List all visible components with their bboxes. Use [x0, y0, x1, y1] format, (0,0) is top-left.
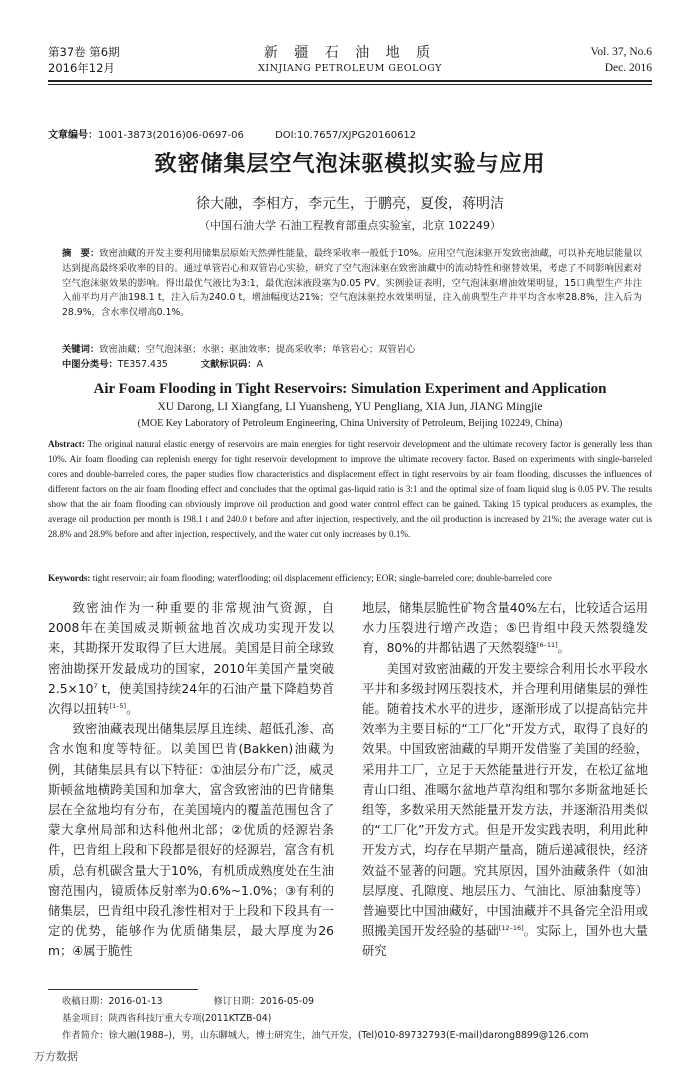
clc-code: TE357.435 — [117, 359, 168, 370]
footnotes — [62, 993, 662, 1044]
received-date: 2016-01-13 — [108, 996, 163, 1007]
classification — [62, 358, 642, 373]
author-bio-label: 作者简介： — [62, 1030, 109, 1041]
fund-line — [62, 1010, 662, 1027]
body-paragraph: 致密油作为一种重要的非常规油气资源，自2008年在美国威灵斯顿盆地首次成功实现开发以来，其勘探开发取得了巨大进展。美国是目前全球致密油勘探开发最成功的国家，2010年美国产量突破$2.5\times 10^7$ t，使美国持续24年的石油产量下降趋势首次得以扭转[1–5]。 — [48, 601, 334, 717]
publication-date-cn: 2016年12月 — [48, 61, 115, 75]
fund-text: 陕西省科技厅重大专项(2011KTZB-04) — [108, 1013, 272, 1024]
clc-label: 中图分类号： — [62, 359, 118, 370]
doi: DOI:10.7657/XJPG20160612 — [275, 130, 417, 141]
keywords-cn — [62, 343, 642, 358]
keywords-cn-label: 关键词： — [62, 344, 100, 355]
article-number-label: 文章编号： — [48, 130, 98, 141]
volume-issue: 第37卷 第6期 — [48, 45, 120, 59]
received-label: 收稿日期： — [62, 996, 109, 1007]
title-cn: 致密储集层空气泡沫驱模拟实验与应用 — [154, 152, 546, 177]
title-en: Air Foam Flooding in Tight Reservoirs: Simulation Experiment and Application — [93, 381, 607, 397]
keywords-en-text: tight reservoir; air foam flooding; waterflooding; oil displacement efficiency; EOR; single-barreled core; double-barreled core — [92, 573, 552, 583]
body-column-left — [48, 598, 334, 962]
keywords-en — [48, 571, 652, 586]
header-rule-thin — [48, 84, 652, 85]
abstract-en-text: The original natural elastic energy of reservoirs are main energies for tight reservoir development and the ultimate recovery factor is generally less than 10%. Air foam flooding can replenish energy for tight reservoir development to improve the ultimate recovery factor. Based on experiments with single-barreled cores and double-barreled cores, the paper studies flow characteristics and displacement effect in tight reservoirs by air foam flooding, discusses the influences of different factors on the air foam flooding effect and concludes that the optimal gas-liquid ratio is 3:1 and the optimal size of foam liquid slug is 0.05 PV. The results show that the air foam flooding can obviously improve oil production and good water control effect can be gained. Taking 15 typical producers as examples, the average oil production per month is 198.1 t and 240.0 t before and after injection, respectively, and the oil production is increased by 21%; the average water cut is 28.8% and 28.9% before and after injection, respectively, and the water cut only increases by 0.1%. — [48, 439, 653, 539]
doc-code: A — [256, 359, 263, 370]
body-paragraph: 地层，储集层脆性矿物含量40%左右，比较适合运用水力压裂进行增产改造；⑤巴肯组中段天然裂缝发育，80%的井都钻遇了天然裂缝[6–11]。 — [362, 601, 648, 656]
running-header-right — [502, 44, 652, 76]
article-meta — [48, 126, 416, 141]
affiliation-cn: （中国石油大学 石油工程教育部重点实验室，北京 102249） — [199, 219, 501, 232]
abstract-cn — [62, 247, 642, 321]
article-number: 1001-3873(2016)06-0697-06 — [98, 130, 244, 141]
fund-label: 基金项目： — [62, 1013, 109, 1024]
footnote-rule — [48, 989, 198, 990]
abstract-cn-label: 摘 要： — [62, 248, 100, 259]
publication-date-en: Dec. 2016 — [604, 62, 652, 74]
revised-date: 2016-05-09 — [260, 996, 315, 1007]
journal-name-en: XINJIANG PETROLEUM GEOLOGY — [258, 63, 442, 74]
keywords-cn-text: 致密油藏；空气泡沫驱；水驱；驱油效率；提高采收率；单管岩心；双管岩心 — [99, 344, 416, 355]
header-rule-thick — [48, 80, 652, 82]
revised-label: 修订日期： — [213, 996, 260, 1007]
citation: [1–5] — [109, 701, 127, 710]
author-bio-text: 徐大融(1988–)，男，山东聊城人，博士研究生，油气开发，(Tel)010-89732793(E-mail)darong8899@126.com — [108, 1030, 589, 1041]
watermark: 万方数据 — [34, 1050, 78, 1063]
abstract-en — [48, 437, 652, 542]
abstract-en-label: Abstract: — [48, 439, 85, 449]
body-column-right — [362, 598, 648, 962]
journal-name-cn: 新 疆 石 油 地 质 — [263, 45, 437, 61]
running-header-left — [48, 44, 198, 76]
keywords-en-label: Keywords: — [48, 573, 91, 583]
citation: [6–11] — [536, 641, 558, 650]
authors-cn: 徐大融，李相方，李元生，于鹏亮，夏俊，蒋明洁 — [196, 196, 504, 212]
affiliation-en: (MOE Key Laboratory of Petroleum Engineering, China University of Petroleum, Beijing 102249, China) — [137, 418, 563, 429]
body-paragraph: 美国对致密油藏的开发主要综合利用长水平段水平井和多级封网压裂技术，并合理利用储集层的弹性能。随着技术水平的进步，逐渐形成了以提高钻完井效率为主要目标的“工厂化”开发方式，取得了良好的效果。中国致密油藏的早期开发借鉴了美国的经验，采用井工厂，立足于天然能量进行开发，在松辽盆地青山口组、准噶尔盆地芦草沟组和鄂尔多斯盆地延长组等，多数采用天然能量开发方法，并逐渐沿用类似的“工厂化”开发方式。但是开发实践表明，利用此种开发方式，均存在早期产量高，随后递减很快，经济效益不显著的问题。究其原因，国外油藏条件（如油层厚度、孔隙度、地层压力、气油比、原油黏度等）普遍要比中国油藏好，中国油藏并不具备完全沿用或照搬美国开发经验的基础[12–16]。实际上，国外也大量研究 — [362, 661, 648, 959]
volume-en: Vol. 37, No.6 — [590, 46, 652, 58]
citation: [12–16] — [498, 924, 524, 933]
doc-code-label: 文献标识码： — [200, 359, 257, 370]
dates-line — [62, 993, 662, 1010]
running-header-center — [230, 44, 470, 76]
authors-en: XU Darong, LI Xiangfang, LI Yuansheng, YU Pengliang, XIA Jun, JIANG Mingjie — [157, 401, 543, 413]
author-bio-line — [62, 1027, 662, 1044]
body-paragraph: 致密油藏表现出储集层厚且连续、超低孔渗、高含水饱和度等特征。以美国巴肯(Bakken)油藏为例，其储集层具有以下特征：①油层分布广泛，威灵斯顿盆地横跨美国和加拿大，富含致密油的巴肯储集层在全盆地均有分布，在美国境内的覆盖范围包含了蒙大拿州局部和达科他州北部；②优质的烃源岩条件，巴肯组上段和下段都是很好的烃源岩，富含有机质，总有机碳含量大于10%，有机质成熟度处在生油窗范围内，镜质体反射率为0.6%~1.0%；③有利的储集层，巴肯组中段孔渗性相对于上段和下段具有一定的优势，能够作为优质储集层，最大厚度为26 m；④属于脆性 — [48, 722, 334, 959]
abstract-cn-text: 致密油藏的开发主要利用储集层原始天然弹性能量，最终采收率一般低于10%。应用空气泡沫驱开发致密油藏，可以补充地层能量以达到提高最终采收率的目的。通过单管岩心和双管岩心实验，研究了空气泡沫驱在致密油藏中的流动特性和驱替效果，考虑了不同影响因素对空气泡沫驱效果的影响。得出最优气液比为3:1，最优泡沫液段塞为0.05 PV。实例验证表明，空气泡沫驱增油效果明显，15口典型生产井注入前平均月产油198.1 t，注入后为240.0 t，增油幅度达21%；空气泡沫驱控水效果明显，注入前典型生产井平均含水率28.8%，注入后为28.9%，含水率仅增高0.1%。 — [62, 248, 642, 319]
